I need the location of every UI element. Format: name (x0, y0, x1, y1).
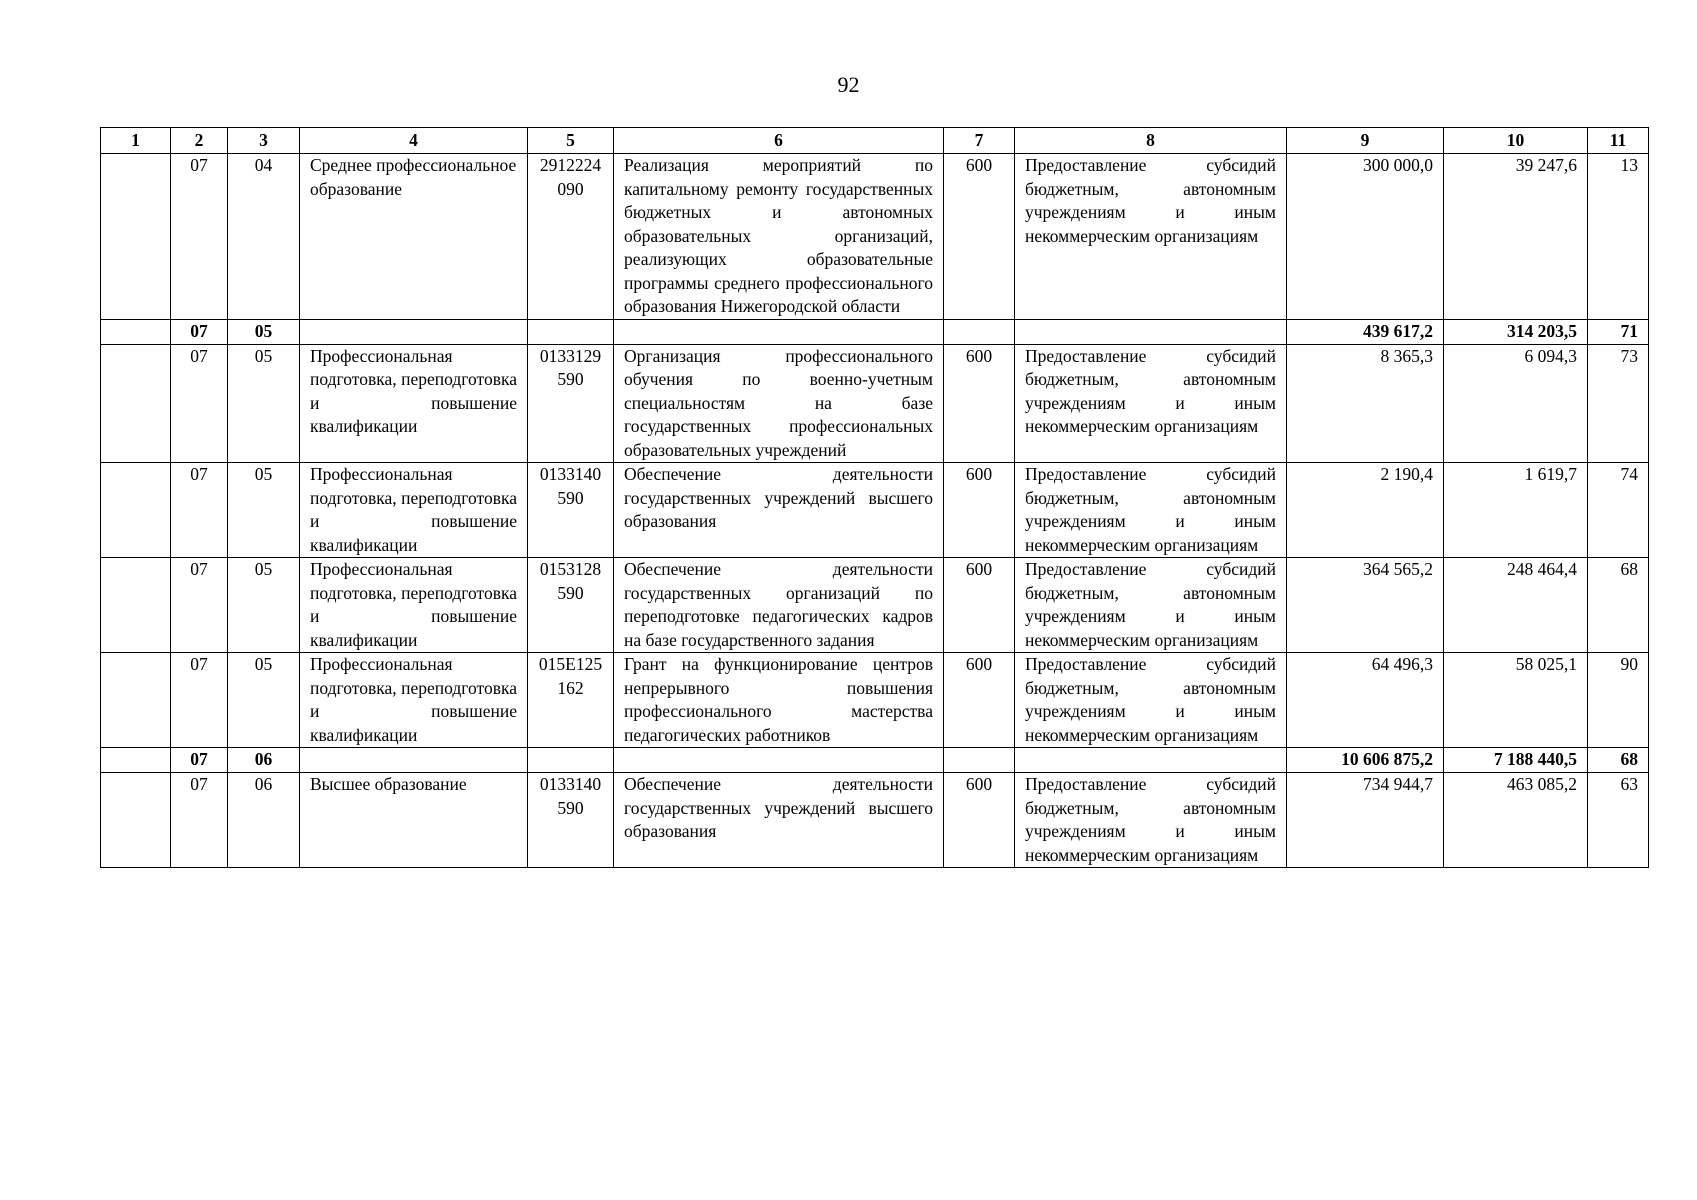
budget-table (100, 127, 1649, 868)
cell-col1 (101, 748, 171, 773)
cell-description: Грант на функционирование центров непрерывного повышения профессионального мастерства педагогических работников (614, 653, 944, 748)
cell-target-code: 0133140590 (528, 773, 614, 868)
cell-subsection: 05 (228, 558, 300, 653)
header-row (101, 128, 1649, 154)
cell-section: 07 (171, 463, 228, 558)
table-row (101, 653, 1649, 748)
cell-expense-code: 600 (944, 773, 1015, 868)
cell-plan: 10 606 875,2 (1287, 748, 1444, 773)
table-row (101, 558, 1649, 653)
cell-percent: 71 (1588, 319, 1649, 344)
cell-col1 (101, 154, 171, 320)
cell-expense-name (1015, 748, 1287, 773)
cell-subsection-name: Профессиональная подготовка, переподготовка и повышение квалификации (300, 653, 528, 748)
cell-subsection-name (300, 748, 528, 773)
cell-subsection-name (300, 319, 528, 344)
cell-actual: 39 247,6 (1444, 154, 1588, 320)
column-header: 11 (1588, 128, 1649, 154)
column-header: 4 (300, 128, 528, 154)
column-header: 5 (528, 128, 614, 154)
cell-col1 (101, 344, 171, 463)
column-header: 1 (101, 128, 171, 154)
table-row (101, 463, 1649, 558)
cell-percent: 68 (1588, 558, 1649, 653)
column-header: 9 (1287, 128, 1444, 154)
cell-subsection-name: Профессиональная подготовка, переподготовка и повышение квалификации (300, 558, 528, 653)
cell-subsection: 04 (228, 154, 300, 320)
cell-section: 07 (171, 653, 228, 748)
cell-percent: 13 (1588, 154, 1649, 320)
cell-expense-code: 600 (944, 463, 1015, 558)
cell-description (614, 748, 944, 773)
page-number: 92 (837, 72, 860, 97)
cell-actual: 6 094,3 (1444, 344, 1588, 463)
cell-description: Обеспечение деятельности государственных учреждений высшего образования (614, 773, 944, 868)
cell-actual: 7 188 440,5 (1444, 748, 1588, 773)
cell-percent: 68 (1588, 748, 1649, 773)
table-row (101, 154, 1649, 320)
cell-plan: 300 000,0 (1287, 154, 1444, 320)
cell-target-code (528, 319, 614, 344)
table-row-total (101, 319, 1649, 344)
cell-col1 (101, 463, 171, 558)
cell-subsection: 05 (228, 344, 300, 463)
column-header: 8 (1015, 128, 1287, 154)
cell-col1 (101, 653, 171, 748)
cell-col1 (101, 773, 171, 868)
cell-actual: 1 619,7 (1444, 463, 1588, 558)
cell-expense-code: 600 (944, 653, 1015, 748)
cell-actual: 58 025,1 (1444, 653, 1588, 748)
cell-percent: 73 (1588, 344, 1649, 463)
column-header: 10 (1444, 128, 1588, 154)
cell-target-code: 0153128590 (528, 558, 614, 653)
cell-plan: 364 565,2 (1287, 558, 1444, 653)
cell-plan: 2 190,4 (1287, 463, 1444, 558)
column-header: 3 (228, 128, 300, 154)
table-row (101, 773, 1649, 868)
cell-expense-name: Предоставление субсидий бюджетным, автономным учреждениям и иным некоммерческим организациям (1015, 463, 1287, 558)
cell-subsection: 05 (228, 463, 300, 558)
cell-section: 07 (171, 773, 228, 868)
cell-percent: 63 (1588, 773, 1649, 868)
cell-target-code: 015E125162 (528, 653, 614, 748)
cell-description (614, 319, 944, 344)
cell-actual: 248 464,4 (1444, 558, 1588, 653)
cell-expense-name (1015, 319, 1287, 344)
cell-target-code: 2912224090 (528, 154, 614, 320)
table-row-total (101, 748, 1649, 773)
cell-section: 07 (171, 748, 228, 773)
cell-subsection-name: Высшее образование (300, 773, 528, 868)
cell-subsection-name: Среднее профессиональное образование (300, 154, 528, 320)
cell-expense-code (944, 748, 1015, 773)
cell-section: 07 (171, 154, 228, 320)
cell-description: Организация профессионального обучения по военно-учетным специальностям на базе государственных профессиональных образовательных учреждений (614, 344, 944, 463)
cell-percent: 74 (1588, 463, 1649, 558)
cell-plan: 8 365,3 (1287, 344, 1444, 463)
column-header: 7 (944, 128, 1015, 154)
cell-expense-code: 600 (944, 558, 1015, 653)
cell-subsection-name: Профессиональная подготовка, переподготовка и повышение квалификации (300, 344, 528, 463)
cell-target-code (528, 748, 614, 773)
cell-description: Реализация мероприятий по капитальному ремонту государственных бюджетных и автономных образовательных организаций, реализующих образовательные программы среднего профессионального образования Нижегородской области (614, 154, 944, 320)
cell-plan: 439 617,2 (1287, 319, 1444, 344)
cell-subsection: 05 (228, 319, 300, 344)
cell-target-code: 0133129590 (528, 344, 614, 463)
table-row (101, 344, 1649, 463)
cell-expense-name: Предоставление субсидий бюджетным, автономным учреждениям и иным некоммерческим организациям (1015, 344, 1287, 463)
cell-col1 (101, 319, 171, 344)
cell-expense-name: Предоставление субсидий бюджетным, автономным учреждениям и иным некоммерческим организациям (1015, 773, 1287, 868)
cell-plan: 734 944,7 (1287, 773, 1444, 868)
cell-plan: 64 496,3 (1287, 653, 1444, 748)
cell-expense-name: Предоставление субсидий бюджетным, автономным учреждениям и иным некоммерческим организациям (1015, 558, 1287, 653)
cell-actual: 463 085,2 (1444, 773, 1588, 868)
cell-target-code: 0133140590 (528, 463, 614, 558)
cell-subsection: 06 (228, 748, 300, 773)
cell-expense-code: 600 (944, 344, 1015, 463)
cell-percent: 90 (1588, 653, 1649, 748)
cell-expense-code: 600 (944, 154, 1015, 320)
cell-col1 (101, 558, 171, 653)
cell-section: 07 (171, 319, 228, 344)
cell-expense-code (944, 319, 1015, 344)
cell-expense-name: Предоставление субсидий бюджетным, автономным учреждениям и иным некоммерческим организациям (1015, 653, 1287, 748)
column-header: 6 (614, 128, 944, 154)
cell-actual: 314 203,5 (1444, 319, 1588, 344)
cell-section: 07 (171, 558, 228, 653)
cell-description: Обеспечение деятельности государственных организаций по переподготовке педагогических кадров на базе государственного задания (614, 558, 944, 653)
cell-description: Обеспечение деятельности государственных учреждений высшего образования (614, 463, 944, 558)
cell-expense-name: Предоставление субсидий бюджетным, автономным учреждениям и иным некоммерческим организациям (1015, 154, 1287, 320)
cell-subsection: 05 (228, 653, 300, 748)
cell-subsection: 06 (228, 773, 300, 868)
cell-subsection-name: Профессиональная подготовка, переподготовка и повышение квалификации (300, 463, 528, 558)
cell-section: 07 (171, 344, 228, 463)
column-header: 2 (171, 128, 228, 154)
